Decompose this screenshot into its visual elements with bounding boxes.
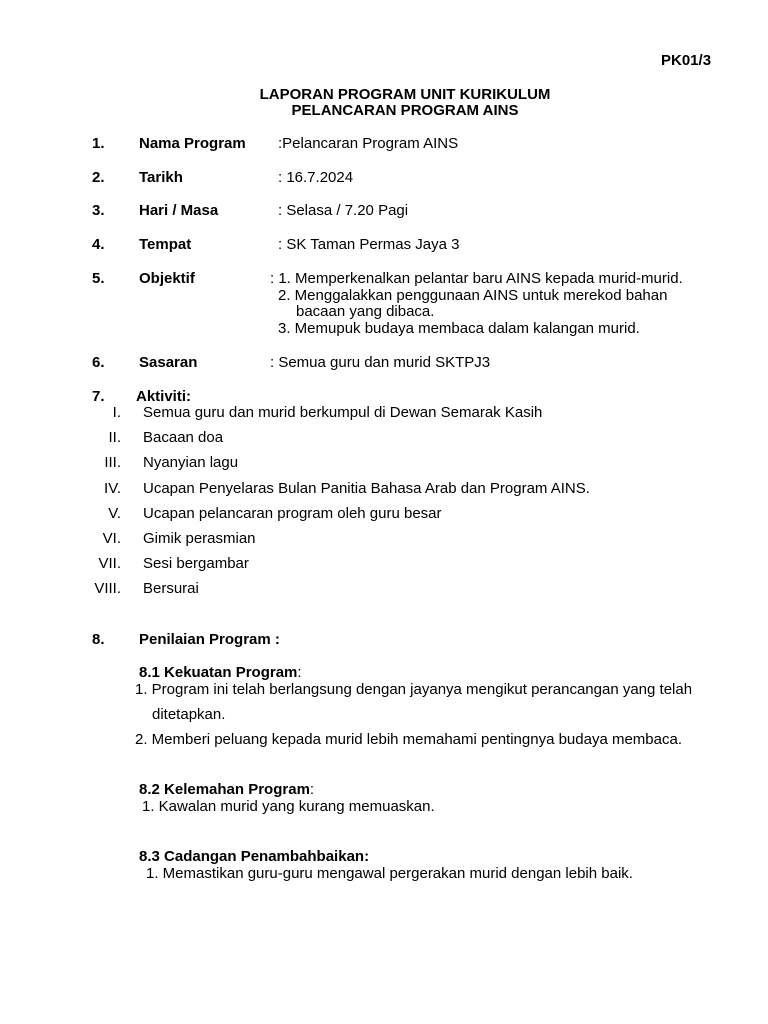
subsection-heading-cadangan: 8.3 Cadangan Penambahbaikan: <box>139 848 370 865</box>
list-marker: IV. <box>104 480 121 497</box>
list-item: Bacaan doa <box>143 429 224 446</box>
field-label-sasaran: Sasaran <box>139 354 198 371</box>
field-label-tempat: Tempat <box>139 236 192 253</box>
field-value-tarikh: : 16.7.2024 <box>278 169 354 186</box>
field-number: 2. <box>92 169 105 186</box>
cadangan-item: 1. Memastikan guru-guru mengawal pergerakan murid dengan lebih baik. <box>146 865 633 882</box>
field-number: 1. <box>92 135 105 152</box>
list-marker: VI. <box>102 530 121 547</box>
kekuatan-heading-text: 8.1 Kekuatan Program <box>139 664 298 681</box>
field-value-sasaran: : Semua guru dan murid SKTPJ3 <box>270 354 491 371</box>
field-value-hari-masa: : Selasa / 7.20 Pagi <box>278 202 409 219</box>
list-marker: VIII. <box>94 580 121 597</box>
kelemahan-item: 1. Kawalan murid yang kurang memuaskan. <box>142 798 435 815</box>
list-marker: I. <box>112 404 121 421</box>
section-number: 8. <box>92 631 105 648</box>
document-code: PK01/3 <box>661 52 712 69</box>
field-number: 5. <box>92 270 105 287</box>
list-marker: V. <box>108 505 121 522</box>
field-value-nama-program: :Pelancaran Program AINS <box>278 135 459 152</box>
kekuatan-item: 1. Program ini telah berlangsung dengan jayanya mengikut perancangan yang telah <box>135 681 693 698</box>
section-number: 7. <box>92 388 105 405</box>
list-marker: VII. <box>98 555 121 572</box>
report-title: LAPORAN PROGRAM UNIT KURIKULUM <box>259 86 551 103</box>
list-item: Ucapan pelancaran program oleh guru besar <box>143 505 442 522</box>
subsection-heading-kekuatan <box>139 664 302 681</box>
objektif-item: 3. Memupuk budaya membaca dalam kalangan murid. <box>278 320 640 337</box>
objektif-item: bacaan yang dibaca. <box>296 303 435 320</box>
field-number: 4. <box>92 236 105 253</box>
heading-colon: : <box>297 664 302 681</box>
list-marker: III. <box>104 454 121 471</box>
kekuatan-item: 2. Memberi peluang kepada murid lebih memahami pentingnya budaya membaca. <box>135 731 682 748</box>
heading-colon: : <box>309 781 315 798</box>
section-label-penilaian: Penilaian Program : <box>139 631 280 648</box>
kekuatan-item: ditetapkan. <box>152 706 226 723</box>
field-label-objektif: Objektif <box>139 270 195 287</box>
field-label-tarikh: Tarikh <box>139 169 183 186</box>
objektif-item: 2. Menggalakkan penggunaan AINS untuk merekod bahan <box>278 287 668 304</box>
field-number: 6. <box>92 354 105 371</box>
list-item: Semua guru dan murid berkumpul di Dewan Semarak Kasih <box>143 404 543 421</box>
list-item: Nyanyian lagu <box>143 454 239 471</box>
kelemahan-heading-text: 8.2 Kelemahan Program <box>139 781 310 798</box>
field-label-nama-program: Nama Program <box>139 135 246 152</box>
section-label-aktiviti: Aktiviti: <box>136 388 192 405</box>
list-marker: II. <box>108 429 121 446</box>
list-item: Bersurai <box>143 580 199 597</box>
list-item: Gimik perasmian <box>143 530 256 547</box>
objektif-item: : 1. Memperkenalkan pelantar baru AINS kepada murid-murid. <box>270 270 683 287</box>
report-subtitle: PELANCARAN PROGRAM AINS <box>291 102 519 119</box>
field-label-hari-masa: Hari / Masa <box>139 202 219 219</box>
list-item: Sesi bergambar <box>143 555 249 572</box>
field-value-tempat: : SK Taman Permas Jaya 3 <box>278 236 460 253</box>
field-number: 3. <box>92 202 105 219</box>
subsection-heading-kelemahan <box>139 781 314 798</box>
list-item: Ucapan Penyelaras Bulan Panitia Bahasa Arab dan Program AINS. <box>143 480 590 497</box>
